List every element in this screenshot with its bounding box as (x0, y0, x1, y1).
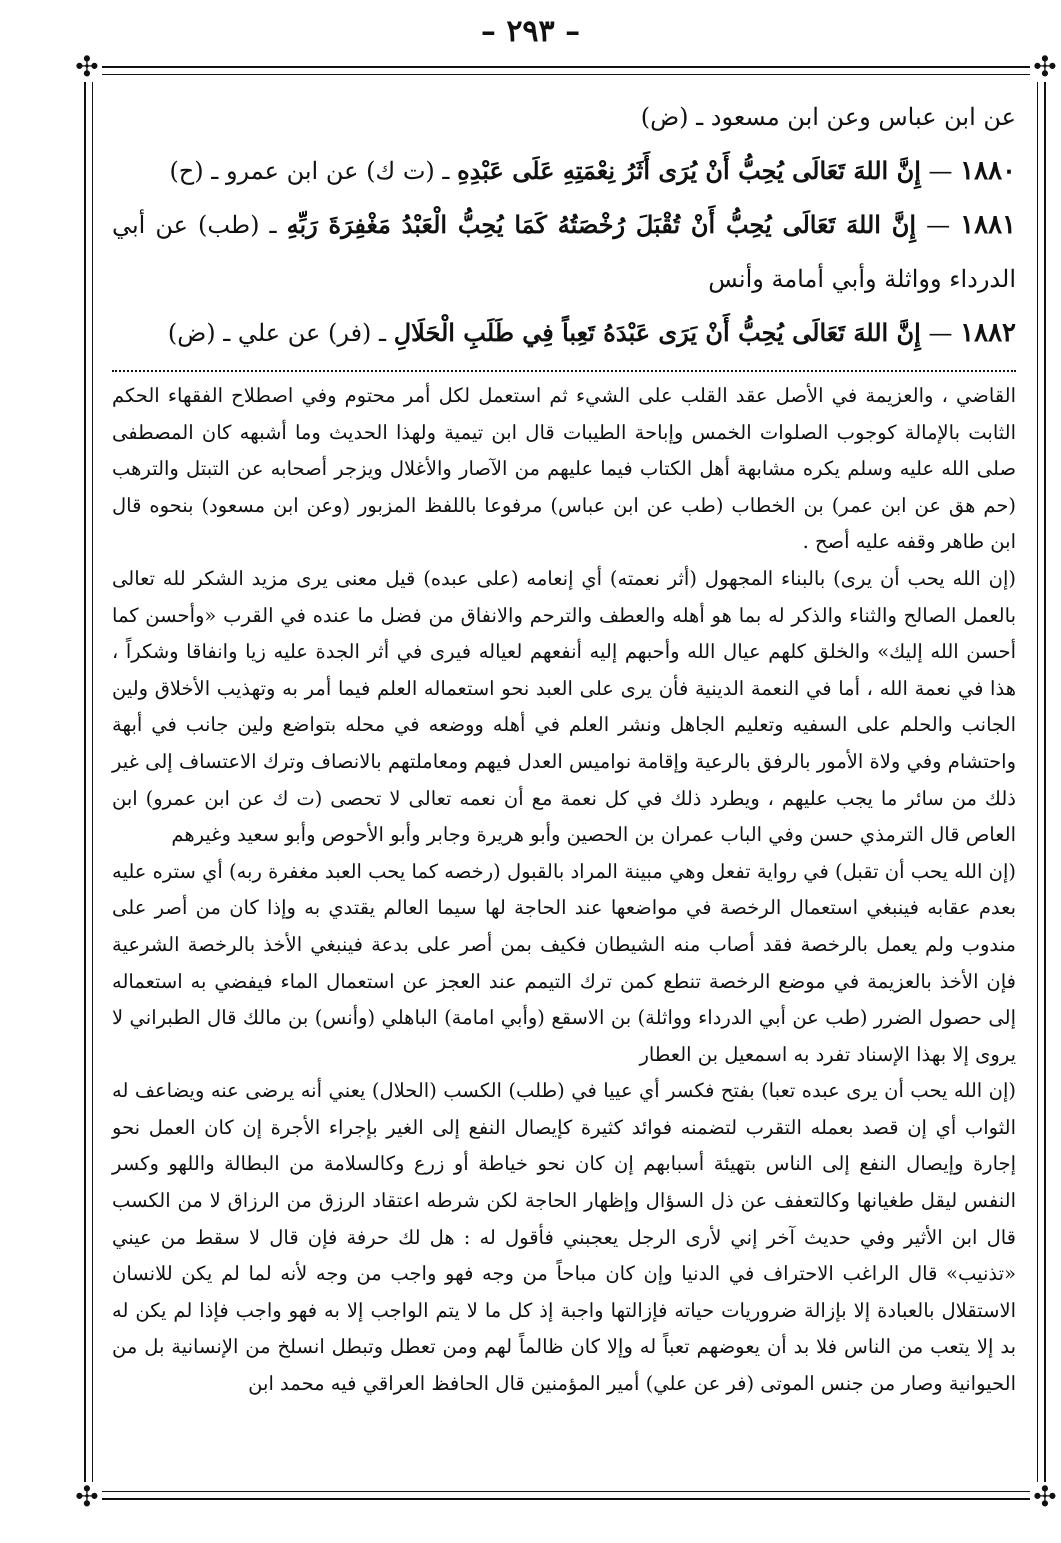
corner-ornament-icon: ✣ (72, 1482, 102, 1512)
hadith-continuation (112, 90, 1016, 144)
hadith-entry: ١٨٨٢ — إِنَّ اللهَ تَعَالَى يُحِبُّ أَنْ يَرَى عَبْدَهُ تَعِباً فِي طَلَبِ الْحَلَالِ ـ (فر) عن علي ـ (ض) (167, 318, 1016, 348)
hadith-source: ـ (ت ك) عن ابن عمرو ـ (ح) (169, 157, 450, 185)
commentary-section (112, 378, 1016, 1403)
hadith-number: ١٨٨٢ (960, 318, 1016, 348)
hadith-number: ١٨٨٠ (960, 156, 1016, 186)
hadith-text: إِنَّ اللهَ تَعَالَى يُحِبُّ أَنْ يَرَى عَبْدَهُ تَعِباً فِي طَلَبِ الْحَلَالِ (393, 318, 921, 347)
hadith-source: ـ (فر) عن علي ـ (ض) (167, 319, 387, 347)
hadith-text: إِنَّ اللهَ تَعَالَى يُحِبُّ أَنْ يُرَى أَثَرُ نِعْمَتِهِ عَلَى عَبْدِهِ (457, 156, 921, 185)
corner-ornament-icon: ✣ (1030, 52, 1060, 82)
hadith-number: ١٨٨١ (960, 210, 1016, 240)
hadith-entry: ١٨٨١ — إِنَّ اللهَ تَعَالَى يُحِبُّ أَنْ تُقْبَلَ رُخْصَتُهُ كَمَا يُحِبُّ الْعَبْدُ مَغْفِرَةَ رَبِّهِ ـ (طب) عن أبي الدرداء وواثلة وأبي أمامة وأنس (112, 210, 1016, 293)
commentary-paragraph: (إن الله يحب أن يرى عبده تعبا) بفتح فكسر أي عييا في (طلب) الكسب (الحلال) يعني أنه يرضى عنه ويضاعف له الثواب أي إن قصد بعمله التقرب لتضمنه فوائد كثيرة كإيصال النفع إلى الغير بإجراء الأجرة إن كان العمل نحو إجارة وإيصال النفع إلى الناس بتهيئة أسبابهم إن كان نحو خياطة أو زرع وكالسلامة من البطالة واللهو وكسر النفس ليقل طغيانها وكالتعفف عن ذل السؤال وإظهار الحاجة لكن شرطه اعتقاد الرزق من الرزاق لا من الكسب قال ابن الأثير وفي حديث آخر إني لأرى الرجل يعجبني فأقول له : هل لك حرفة فإن قال لا سقط من عيني «تذنيب» قال الراغب الاحتراف في الدنيا وإن كان مباحاً من وجه فهو واجب من وجه لأنه لما لم يكن للانسان الاستقلال بالعبادة إلا بإزالة ضروريات حياته فإزالتها واجبة إذ كل ما لا يتم الواجب إلا به فهو واجب فإذا لم يكن له بد إلا يتعب من الناس فلا بد أن يعوضهم تعباً له وإلا كان ظالماً لهم ومن تعطل وتبطل انسلخ من الإنسانية بل من الحيوانية وصار من جنس الموتى (فر عن علي) أمير المؤمنين قال الحافظ العراقي فيه محمد ابن (112, 1079, 1016, 1396)
commentary-paragraph: (إن الله يحب أن يرى) بالبناء المجهول (أثر نعمته) أي إنعامه (على عبده) قيل معنى يرى مزيد الشكر لله تعالى بالعمل الصالح والثناء والذكر له بما هو أهله والعطف والترحم والانفاق من فضل ما عنده في القرب «وأحسن كما أحسن الله إليك» والخلق كلهم عيال الله وأحبهم إليه أنفعهم لعياله فيرى في أثر الجدة عليه زيا وانفاقا وشكراً ، هذا في نعمة الله ، أما في النعمة الدينية فأن يرى على العبد نحو استعماله العلم فيما أمر به وتهذيب الأخلاق ولين الجانب والحلم على السفيه وتعليم الجاهل ونشر العلم في أهله ووضعه في محله بتواضع ولين جانب في أبهة واحتشام وفي ولاة الأمور بالرفق بالرعية وإقامة نواميس العدل فيهم ومعاملتهم بالانصاف وترك الاعتساف إلى غير ذلك من سائر ما يجب عليهم ، ويطرد ذلك في كل نعمة مع أن نعمه تعالى لا تحصى (ت ك عن ابن عمرو) ابن العاص قال الترمذي حسن وفي الباب عمران بن الحصين وأبو هريرة وجابر وأبو الأحوص وأبو سعيد وغيرهم (112, 566, 1016, 847)
commentary-paragraph: القاضي ، والعزيمة في الأصل عقد القلب على الشيء ثم استعمل لكل أمر محتوم وفي اصطلاح الفقهاء الحكم الثابت بالإمالة كوجوب الصلوات الخمس وإباحة الطيبات قال ابن تيمية ولهذا الحديث وما أشبهه كان المصطفى صلى الله عليه وسلم يكره مشابهة أهل الكتاب فيما عليهم من الآصار والأغلال ويزجر أصحابه عن التبتل والترهب (حم هق عن ابن عمر) بن الخطاب (طب عن ابن عباس) مرفوعا باللفظ المزبور (وعن ابن مسعود) بنحوه قال ابن طاهر وقفه عليه أصح . (112, 384, 1016, 554)
page-number: – ۲۹۳ – (480, 14, 581, 49)
page-content (112, 90, 1016, 1403)
corner-ornament-icon: ✣ (1030, 1482, 1060, 1512)
hadith-entry: ١٨٨٠ — إِنَّ اللهَ تَعَالَى يُحِبُّ أَنْ يُرَى أَثَرُ نِعْمَتِهِ عَلَى عَبْدِهِ ـ (ت ك) عن ابن عمرو ـ (ح) (169, 156, 1016, 186)
dotted-divider (112, 370, 1016, 372)
hadith-text: إِنَّ اللهَ تَعَالَى يُحِبُّ أَنْ تُقْبَلَ رُخْصَتُهُ كَمَا يُحِبُّ الْعَبْدُ مَغْفِرَةَ رَبِّهِ (286, 210, 917, 239)
hadith-section (112, 90, 1016, 360)
commentary-paragraph: (إن الله يحب أن تقبل) في رواية تفعل وهي مبينة المراد بالقبول (رخصه كما يحب العبد مغفرة ربه) أي ستره عليه بعدم عقابه فينبغي استعمال الرخصة في مواضعها عند الحاجة لها سيما العالم يقتدي به وإذا كان من أصر على مندوب ولم يعمل بالرخصة فقد أصاب منه الشيطان فكيف بمن أصر على بدعة فينبغي الأخذ بالرخصة الشرعية فإن الأخذ بالعزيمة في موضع الرخصة تنطع كمن ترك التيمم عند العجز عن استعمال الماء فيفضي به استعماله إلى حصول الضرر (طب عن أبي الدرداء وواثلة) بن الاسقع (وأبي امامة) الباهلي (وأنس) بن مالك قال الطبراني لا يروى إلا بهذا الإسناد تفرد به اسمعيل بن العطار (112, 859, 1016, 1066)
hadith-source: عن ابن عباس وعن ابن مسعود ـ (ض) (640, 103, 1016, 131)
corner-ornament-icon: ✣ (72, 52, 102, 82)
hadith-source: ـ (طب) عن أبي الدرداء وواثلة وأبي أمامة وأنس (112, 211, 1016, 293)
